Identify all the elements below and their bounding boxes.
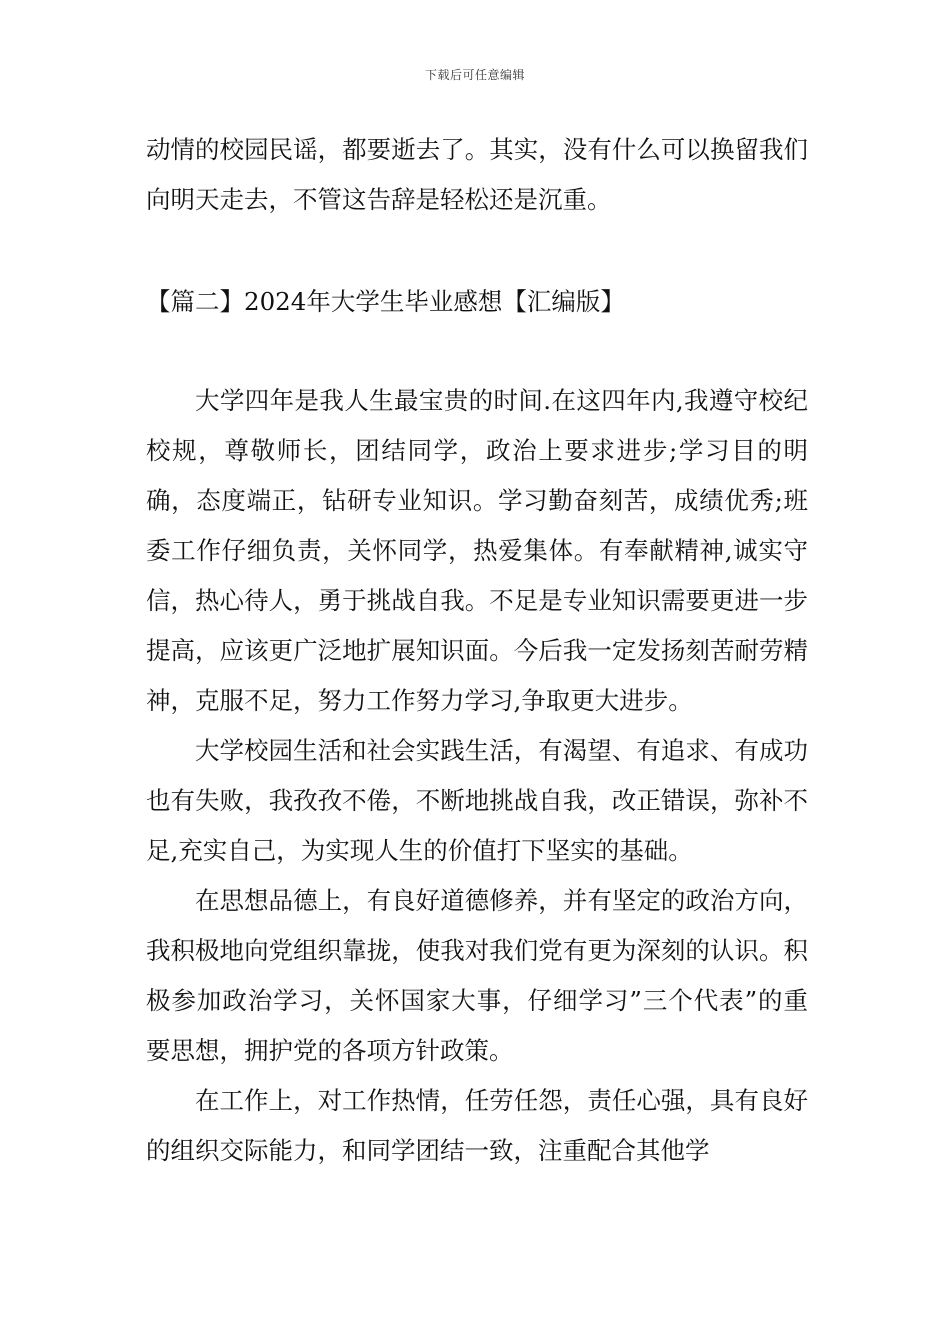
page-header-note: 下载后可任意编辑 bbox=[424, 68, 525, 82]
article-paragraph-4: 在工作上，对工作热情，任劳任怨，责任心强，具有良好的组织交际能力，和同学团结一致，注重配合其他学 bbox=[146, 1086, 808, 1165]
article-body bbox=[146, 376, 808, 1176]
article-paragraph-3: 在思想品德上，有良好道德修养，并有坚定的政治方向，我积极地向党组织靠拢，使我对我们党有更为深刻的认识。积极参加政治学习，关怀国家大事，仔细学习”三个代表”的重要思想，拥护党的各项方针政策。 bbox=[146, 886, 808, 1065]
intro-paragraph: 动情的校园民谣，都要逝去了。其实，没有什么可以换留我们向明天走去，不管这告辞是轻松还是沉重。 bbox=[146, 135, 808, 214]
article-paragraph-1: 大学四年是我人生最宝贵的时间.在这四年内,我遵守校纪校规，尊敬师长，团结同学，政治上要求进步;学习目的明确，态度端正，钻研专业知识。学习勤奋刻苦，成绩优秀;班委工作仔细负责，关怀同学，热爱集体。有奉献精神,诚实守信，热心待人，勇于挑战自我。不足是专业知识需要更进一步提高，应该更广泛地扩展知识面。今后我一定发扬刻苦耐劳精神，克服不足，努力工作努力学习,争取更大进步。 bbox=[146, 386, 808, 715]
intro-block bbox=[146, 125, 808, 225]
article-paragraph-2: 大学校园生活和社会实践生活，有渴望、有追求、有成功也有失败，我孜孜不倦，不断地挑战自我，改正错误，弥补不足,充实自己，为实现人生的价值打下坚实的基础。 bbox=[146, 736, 808, 865]
section-title: 【篇二】2024年大学生毕业感想【汇编版】 bbox=[146, 287, 625, 316]
